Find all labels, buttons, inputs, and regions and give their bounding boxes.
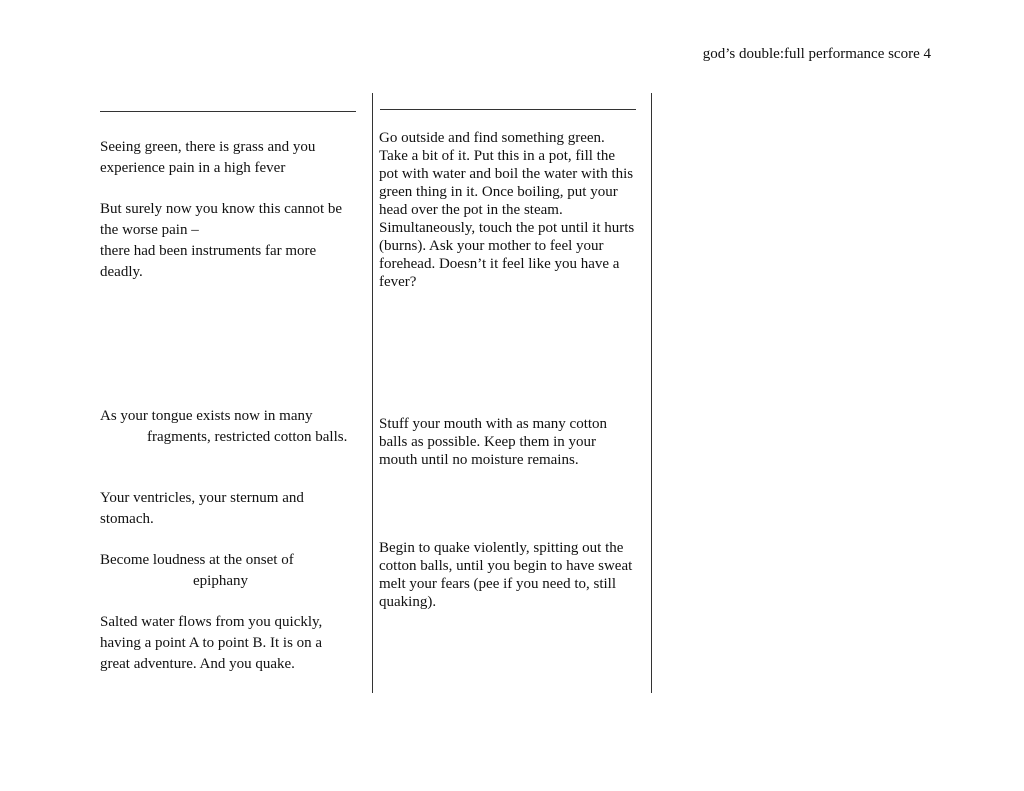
text-line: (burns). Ask your mother to feel your [379,238,604,254]
left-paragraph-1 [100,137,362,179]
text-line: fever? [379,274,417,290]
left-paragraph-2 [100,199,362,283]
text-line: As your tongue exists now in many [100,408,313,424]
left-paragraph-5 [100,550,362,592]
right-paragraph-3 [379,539,651,611]
text-line: Become loudness at the onset of [100,552,294,568]
text-line: balls as possible. Keep them in your [379,434,597,450]
text-line: deadly. [100,264,143,280]
text-line: forehead. Doesn’t it feel like you have a [379,256,620,272]
text-line: melt your fears (pee if you need to, still [379,576,617,592]
text-line: experience pain in a high fever [100,160,286,176]
left-column-rule [100,111,356,112]
text-line: Your ventricles, your sternum and [100,490,304,506]
text-line: Simultaneously, touch the pot until it hurts [379,220,635,236]
text-line: mouth until no moisture remains. [379,452,579,468]
text-line: stomach. [100,511,154,527]
text-line: quaking). [379,594,437,610]
text-line: the worse pain – [100,222,199,238]
text-line: Go outside and find something green. [379,130,605,146]
right-paragraph-1 [379,129,651,291]
text-line: epiphany [193,573,248,589]
text-line: Take a bit of it. Put this in a pot, fill the [379,148,616,164]
left-paragraph-6 [100,612,362,675]
column-divider-right [651,93,652,693]
text-line: Salted water flows from you quickly, [100,614,323,630]
text-line: But surely now you know this cannot be [100,201,343,217]
right-paragraph-2 [379,415,651,469]
text-line: Stuff your mouth with as many cotton [379,416,608,432]
column-divider-left [372,93,373,693]
text-line: Begin to quake violently, spitting out the [379,540,624,556]
text-line: great adventure. And you quake. [100,656,295,672]
text-line: there had been instruments far more [100,243,317,259]
text-line: green thing in it. Once boiling, put your [379,184,618,200]
text-line: cotton balls, until you begin to have sweat [379,558,633,574]
text-line: Seeing green, there is grass and you [100,139,316,155]
text-line: having a point A to point B. It is on a [100,635,323,651]
right-column-rule [380,109,636,110]
page-header-title: god’s double:full performance score 4 [702,46,931,62]
text-line: fragments, restricted cotton balls. [147,429,348,445]
left-paragraph-3 [100,406,362,448]
text-line: head over the pot in the steam. [379,202,563,218]
left-paragraph-4 [100,488,362,530]
text-line: pot with water and boil the water with this [379,166,634,182]
